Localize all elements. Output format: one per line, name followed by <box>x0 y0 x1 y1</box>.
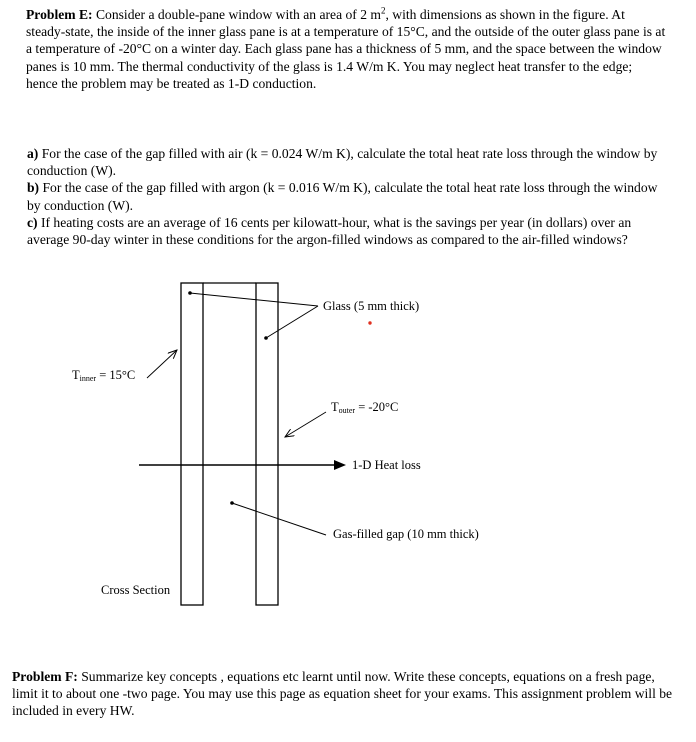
glass-leader-dot-1 <box>188 291 192 295</box>
gap-label: Gas-filled gap (10 mm thick) <box>333 527 479 541</box>
t-outer-label <box>331 400 398 415</box>
red-dot-marker <box>368 321 371 324</box>
t-inner-arrow <box>147 350 177 378</box>
problem-f-text <box>12 668 682 720</box>
cross-section-label: Cross Section <box>101 583 171 597</box>
problem-f-label: Problem F: <box>12 669 78 684</box>
t-outer-arrow <box>285 412 326 437</box>
t-inner-label <box>72 368 135 383</box>
heat-loss-arrowhead <box>334 460 346 470</box>
glass-leader-dot-2 <box>264 336 268 340</box>
part-c-label: c) <box>27 214 38 230</box>
part-a-label: a) <box>27 146 39 161</box>
t-inner-symbol: T <box>72 368 80 382</box>
t-inner-value: = 15°C <box>96 368 136 382</box>
gap-leader-line <box>232 503 326 535</box>
problem-f-body: Summarize key concepts , equations etc learnt until now. Write these concepts, equations on a fresh page, limit it to about one -two page. You may use this page as equation sheet for your exams. This assignment problem will be included in every HW. <box>12 669 673 719</box>
heat-loss-label: 1-D Heat loss <box>352 458 421 472</box>
outer-glass-pane <box>256 283 278 605</box>
t-inner-subscript: inner <box>79 374 97 383</box>
problem-e-body-2: , with dimensions as shown in the figure. At steady-state, the inside of the inner glass pane is at a temperature of 15°C, and the outside of the outer glass pane is at a temperature of -20°C on a winter day. Each glass pane has a thickness of 5 mm, and the space between the window panes is 10 mm. The thermal conductivity of the glass is 1.4 W/m K. You may neglect heat transfer to the edge; hence the problem may be treated as 1-D conduction. <box>26 7 666 91</box>
problem-e-label: Problem E: <box>26 7 93 22</box>
problem-e-body-1: Consider a double-pane window with an area of 2 m <box>92 7 381 22</box>
part-a-text: For the case of the gap filled with air (k = 0.024 W/m K), calculate the total heat rate loss through the window by conduction (W). <box>27 146 658 179</box>
t-outer-value: = -20°C <box>355 400 399 414</box>
part-b-text: For the case of the gap filled with argon (k = 0.016 W/m K), calculate the total heat rate loss through the window by conduction (W). <box>27 180 658 213</box>
glass-leader-line-1 <box>190 293 318 306</box>
gap-leader-dot <box>230 501 234 505</box>
t-outer-symbol: T <box>331 400 339 414</box>
glass-label: Glass (5 mm thick) <box>323 299 420 313</box>
inner-glass-pane <box>181 283 203 605</box>
part-c-text: If heating costs are an average of 16 cents per kilowatt-hour, what is the savings per year (in dollars) over an average 90-day winter in these conditions for the argon-filled windows as compared to the air-filled windows? <box>27 214 632 248</box>
part-b-label: b) <box>27 180 40 196</box>
area-exponent: 2 <box>381 5 386 16</box>
t-outer-subscript: outer <box>338 406 356 415</box>
